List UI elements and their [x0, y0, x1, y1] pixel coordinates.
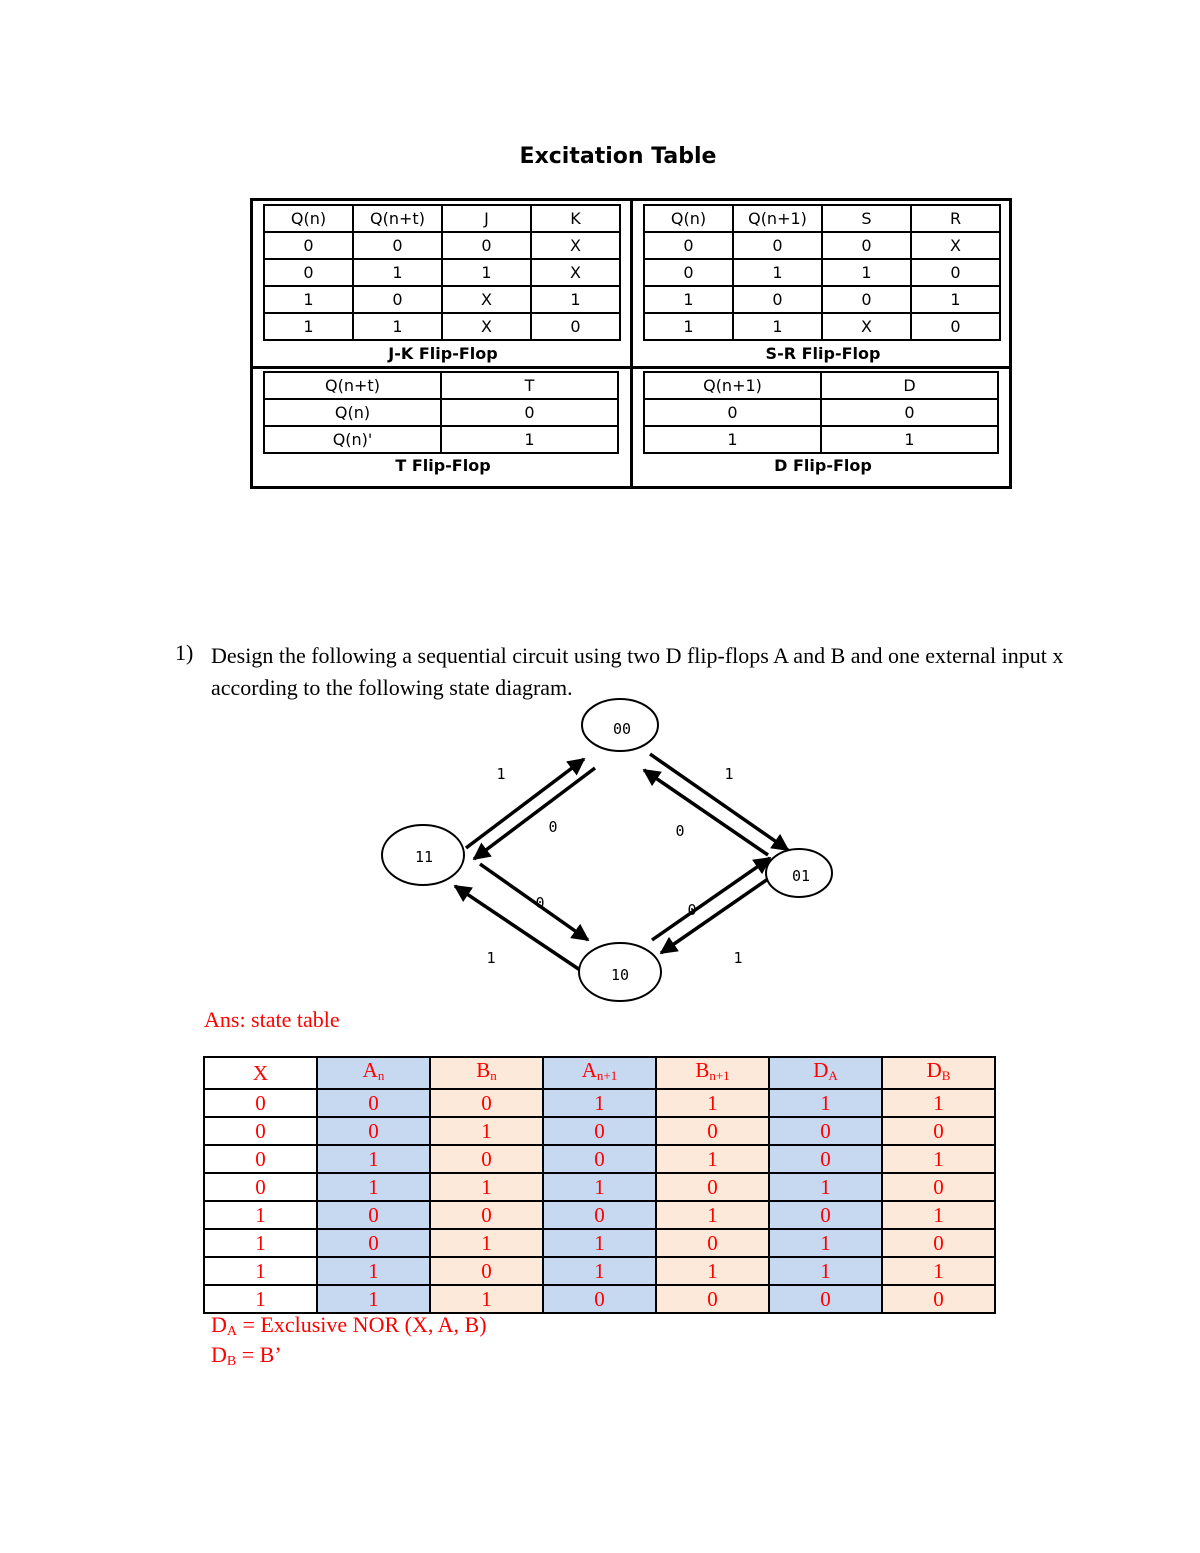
sr-caption: S-R Flip-Flop	[765, 344, 881, 363]
table-row	[204, 1117, 995, 1145]
cell: 0	[317, 1089, 430, 1117]
cell: 1	[204, 1257, 317, 1285]
cell: 1	[317, 1173, 430, 1201]
edge-00-to-11	[474, 768, 595, 859]
d-table	[643, 371, 999, 454]
t-cell: Q(n)	[264, 399, 441, 426]
jk-cell: 1	[531, 286, 620, 313]
t-table	[263, 371, 619, 454]
sr-header: Q(n+1)	[733, 205, 822, 232]
table-row	[204, 1285, 995, 1313]
cell: 0	[656, 1173, 769, 1201]
state-diagram	[0, 690, 1200, 1010]
cell: 0	[430, 1145, 543, 1173]
edge-01-to-00	[644, 770, 768, 855]
edge-10-to-11	[455, 886, 580, 970]
cell: 0	[430, 1089, 543, 1117]
header-an: $A_n$	[317, 1057, 430, 1089]
cell: 0	[656, 1117, 769, 1145]
sr-cell: 0	[822, 286, 911, 313]
cell: 0	[317, 1117, 430, 1145]
jk-cell: 1	[442, 259, 531, 286]
jk-header: Q(n+t)	[353, 205, 442, 232]
edge-00-to-01	[650, 754, 788, 850]
sr-cell: 1	[644, 286, 733, 313]
sr-table	[643, 204, 1001, 341]
cell: 0	[882, 1173, 995, 1201]
cell: 1	[430, 1285, 543, 1313]
sr-cell: X	[911, 232, 1000, 259]
cell: 1	[543, 1229, 656, 1257]
edge-01-to-10	[661, 872, 778, 953]
state-table	[203, 1056, 996, 1314]
sr-cell: 1	[911, 286, 1000, 313]
sr-cell: 1	[644, 313, 733, 340]
cell: 1	[317, 1285, 430, 1313]
edge-label: 0	[548, 818, 558, 836]
cell: 1	[656, 1145, 769, 1173]
cell: 1	[769, 1173, 882, 1201]
question-text: Design the following a sequential circuit using two D flip-flops A and B and one external input x according to the following state diagram.	[211, 643, 1064, 700]
t-header: T	[441, 372, 618, 399]
edge-label: 1	[724, 765, 734, 783]
cell: 1	[882, 1257, 995, 1285]
header-db: $D_B$	[882, 1057, 995, 1089]
cell: 1	[317, 1145, 430, 1173]
sr-cell: 1	[822, 259, 911, 286]
cell: 0	[656, 1229, 769, 1257]
jk-cell: 0	[264, 259, 353, 286]
state-label-11: 11	[414, 848, 434, 866]
cell: 1	[543, 1089, 656, 1117]
d-cell: 0	[644, 399, 821, 426]
jk-cell: 0	[353, 232, 442, 259]
jk-cell: 0	[353, 286, 442, 313]
edge-label: 0	[535, 894, 545, 912]
jk-cell: X	[531, 259, 620, 286]
edge-11-to-00	[466, 759, 584, 848]
jk-table	[263, 204, 621, 341]
d-cell: 1	[644, 426, 821, 453]
sr-cell: 0	[911, 313, 1000, 340]
edge-label: 0	[687, 901, 697, 919]
jk-cell: 0	[531, 313, 620, 340]
state-table-header-row	[204, 1057, 995, 1089]
jk-cell: 1	[264, 313, 353, 340]
cell: 1	[204, 1201, 317, 1229]
header-da: $D_A$	[769, 1057, 882, 1089]
table-row	[204, 1173, 995, 1201]
cell: 1	[204, 1285, 317, 1313]
cell: 1	[430, 1229, 543, 1257]
cell: 0	[317, 1229, 430, 1257]
jk-cell: 1	[353, 313, 442, 340]
cell: 0	[769, 1285, 882, 1313]
table-row	[204, 1201, 995, 1229]
cell: 0	[882, 1285, 995, 1313]
jk-caption: J-K Flip-Flop	[388, 344, 498, 363]
edge-label: 1	[486, 949, 496, 967]
d-header: D	[821, 372, 998, 399]
sr-cell: 0	[644, 259, 733, 286]
cell: 0	[543, 1201, 656, 1229]
sr-header: S	[822, 205, 911, 232]
cell: 1	[882, 1145, 995, 1173]
cell: 1	[430, 1117, 543, 1145]
d-header: Q(n+1)	[644, 372, 821, 399]
t-cell: 1	[441, 426, 618, 453]
cell: 1	[543, 1173, 656, 1201]
sr-cell: 0	[644, 232, 733, 259]
cell: 0	[769, 1145, 882, 1173]
t-caption: T Flip-Flop	[395, 456, 491, 475]
header-bn1: $B_{n+1}$	[656, 1057, 769, 1089]
sr-cell: 1	[733, 313, 822, 340]
header-an1: $A_{n+1}$	[543, 1057, 656, 1089]
sr-cell: 0	[733, 286, 822, 313]
edge-label: 0	[675, 822, 685, 840]
d-caption: D Flip-Flop	[774, 456, 872, 475]
table-row	[204, 1229, 995, 1257]
edge-11-to-10	[480, 864, 588, 940]
cell: 1	[317, 1257, 430, 1285]
page-title: Excitation Table	[519, 144, 717, 169]
cell: 1	[882, 1201, 995, 1229]
cell: 0	[882, 1229, 995, 1257]
equation-db: $D_B = B$’	[211, 1342, 282, 1369]
cell: 0	[204, 1145, 317, 1173]
equation-da: $D_A$ = Exclusive NOR (X, A, B)	[211, 1312, 487, 1339]
sr-header: Q(n)	[644, 205, 733, 232]
sr-cell: 0	[822, 232, 911, 259]
sr-cell: X	[822, 313, 911, 340]
jk-cell: 1	[353, 259, 442, 286]
t-header: Q(n+t)	[264, 372, 441, 399]
edge-label: 1	[496, 765, 506, 783]
cell: 0	[317, 1201, 430, 1229]
cell: 1	[430, 1173, 543, 1201]
cell: 1	[656, 1201, 769, 1229]
cell: 1	[882, 1089, 995, 1117]
cell: 0	[204, 1173, 317, 1201]
edge-10-to-01	[652, 858, 770, 940]
cell: 0	[204, 1117, 317, 1145]
cell: 0	[543, 1117, 656, 1145]
header-x: X	[204, 1057, 317, 1089]
jk-cell: 1	[264, 286, 353, 313]
cell: 1	[769, 1089, 882, 1117]
jk-cell: 0	[264, 232, 353, 259]
cell: 0	[769, 1117, 882, 1145]
t-cell: Q(n)'	[264, 426, 441, 453]
cell: 1	[769, 1229, 882, 1257]
jk-cell: X	[442, 313, 531, 340]
question-number: 1)	[175, 640, 194, 665]
cell: 0	[430, 1201, 543, 1229]
cell: 0	[430, 1257, 543, 1285]
cell: 0	[769, 1201, 882, 1229]
cell: 1	[769, 1257, 882, 1285]
cell: 0	[656, 1285, 769, 1313]
table-row	[204, 1089, 995, 1117]
cell: 0	[882, 1117, 995, 1145]
t-cell: 0	[441, 399, 618, 426]
state-label-10: 10	[610, 966, 630, 984]
sr-header: R	[911, 205, 1000, 232]
table-row	[204, 1257, 995, 1285]
state-label-01: 01	[791, 867, 811, 885]
jk-cell: X	[442, 286, 531, 313]
edge-label: 1	[733, 949, 743, 967]
cell: 1	[656, 1089, 769, 1117]
jk-header: K	[531, 205, 620, 232]
excitation-divider-horizontal	[250, 366, 1012, 369]
d-cell: 0	[821, 399, 998, 426]
sr-cell: 0	[733, 232, 822, 259]
jk-header: J	[442, 205, 531, 232]
sr-cell: 0	[911, 259, 1000, 286]
sr-cell: 1	[733, 259, 822, 286]
cell: 0	[543, 1145, 656, 1173]
jk-cell: 0	[442, 232, 531, 259]
cell: 0	[204, 1089, 317, 1117]
cell: 1	[656, 1257, 769, 1285]
cell: 1	[543, 1257, 656, 1285]
state-label-00: 00	[612, 720, 632, 738]
answer-label: Ans: state table	[204, 1007, 340, 1032]
cell: 0	[543, 1285, 656, 1313]
jk-header: Q(n)	[264, 205, 353, 232]
table-row	[204, 1145, 995, 1173]
jk-cell: X	[531, 232, 620, 259]
header-bn: $B_n$	[430, 1057, 543, 1089]
d-cell: 1	[821, 426, 998, 453]
cell: 1	[204, 1229, 317, 1257]
